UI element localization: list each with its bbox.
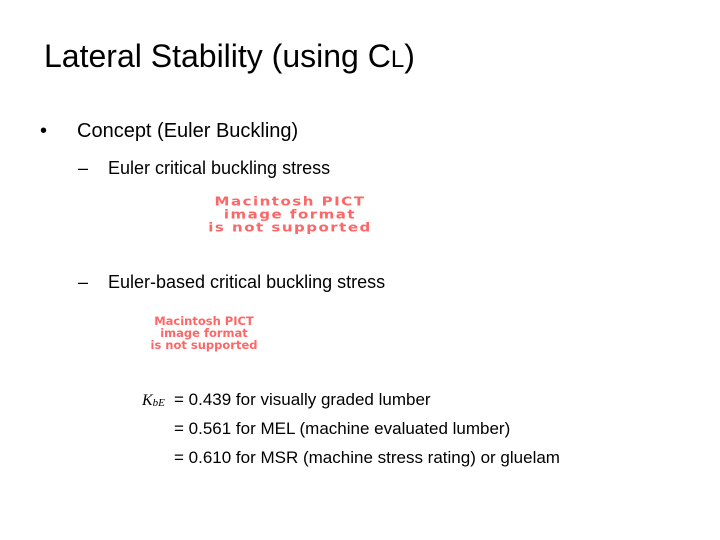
sub-bullet-euler-critical-text: Euler critical buckling stress (108, 158, 331, 178)
kbe-symbol: KbE (142, 392, 165, 409)
bullet-concept-text: Concept (Euler Buckling) (77, 120, 299, 142)
pict-line-3: is not supported (150, 338, 258, 352)
pict-line-2: image format (160, 326, 248, 340)
pict-line-2: image format (223, 206, 357, 222)
unsupported-image-placeholder-1 (138, 195, 442, 235)
bullet-dot-icon: • (40, 120, 48, 142)
slide-title (44, 34, 415, 82)
title-subscript: L (390, 46, 405, 73)
sub-bullet-euler-based-text: Euler-based critical buckling stress (108, 272, 386, 292)
pict-line-1: Macintosh PICT (214, 193, 366, 209)
kbe-value-text: = 0.561 for MEL (machine evaluated lumber) (174, 419, 511, 438)
unsupported-image-placeholder-2 (138, 315, 270, 353)
kbe-value-text: = 0.439 for visually graded lumber (174, 390, 431, 409)
pict-line-3: is not supported (208, 219, 372, 235)
dash-icon: – (78, 158, 89, 178)
dash-icon: – (78, 272, 89, 292)
kbe-value-text: = 0.610 for MSR (machine stress rating) or gluelam (174, 448, 560, 467)
title-text: Lateral Stability (using C (44, 38, 391, 74)
title-close-paren: ) (404, 38, 415, 74)
pict-line-1: Macintosh PICT (154, 314, 254, 328)
